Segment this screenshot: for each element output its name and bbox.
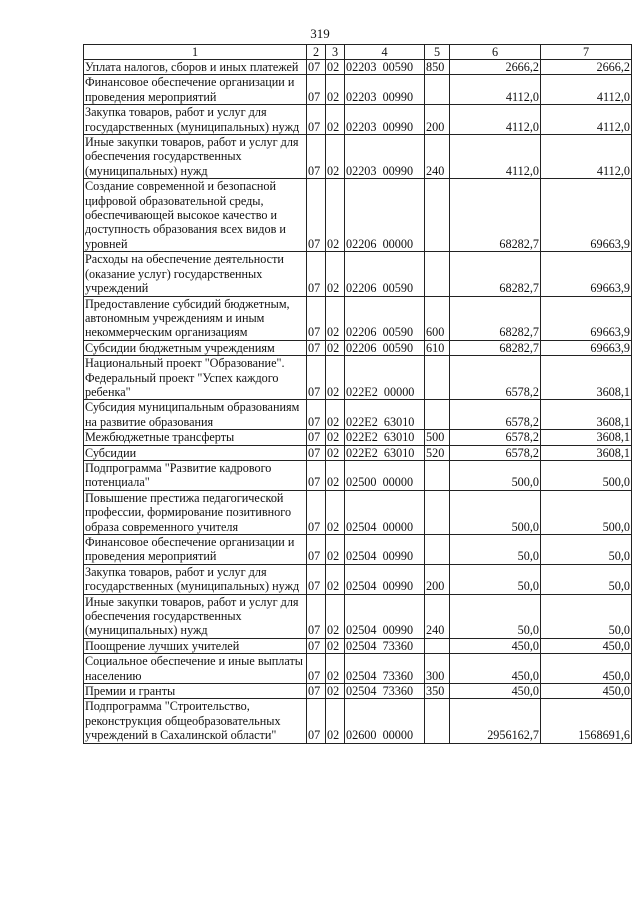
amount-year1-cell: 6578,2 bbox=[450, 430, 541, 445]
amount-year2-cell: 4112,0 bbox=[541, 105, 632, 135]
section-cell: 07 bbox=[307, 684, 326, 699]
section-cell: 07 bbox=[307, 445, 326, 460]
expense-type-cell bbox=[425, 179, 450, 252]
amount-year2-cell: 50,0 bbox=[541, 594, 632, 638]
subsection-cell: 02 bbox=[326, 296, 345, 340]
subsection-cell: 02 bbox=[326, 356, 345, 400]
target-article-cell: 02600 00000 bbox=[345, 699, 425, 743]
expense-type-cell: 200 bbox=[425, 564, 450, 594]
amount-year1-cell: 2666,2 bbox=[450, 60, 541, 75]
name-cell: Премии и гранты bbox=[84, 684, 307, 699]
target-article-cell: 02504 73360 bbox=[345, 654, 425, 684]
expense-type-cell bbox=[425, 490, 450, 534]
section-cell: 07 bbox=[307, 135, 326, 179]
expense-type-cell bbox=[425, 252, 450, 296]
table-row bbox=[84, 460, 632, 490]
target-article-cell: 02504 00000 bbox=[345, 490, 425, 534]
amount-year1-cell: 6578,2 bbox=[450, 400, 541, 430]
table-row bbox=[84, 340, 632, 355]
amount-year2-cell: 450,0 bbox=[541, 684, 632, 699]
name-cell: Закупка товаров, работ и услуг для государственных (муниципальных) нужд bbox=[84, 105, 307, 135]
table-row bbox=[84, 445, 632, 460]
expense-type-cell: 500 bbox=[425, 430, 450, 445]
expense-type-cell: 200 bbox=[425, 105, 450, 135]
name-cell: Поощрение лучших учителей bbox=[84, 638, 307, 653]
header-cell: 6 bbox=[450, 45, 541, 60]
name-cell: Повышение престижа педагогической профессии, формирование позитивного образа современного учителя bbox=[84, 490, 307, 534]
amount-year1-cell: 4112,0 bbox=[450, 105, 541, 135]
section-cell: 07 bbox=[307, 654, 326, 684]
section-cell: 07 bbox=[307, 535, 326, 565]
amount-year1-cell: 4112,0 bbox=[450, 75, 541, 105]
amount-year1-cell: 450,0 bbox=[450, 638, 541, 653]
section-cell: 07 bbox=[307, 564, 326, 594]
subsection-cell: 02 bbox=[326, 340, 345, 355]
name-cell: Финансовое обеспечение организации и проведения мероприятий bbox=[84, 535, 307, 565]
name-cell: Закупка товаров, работ и услуг для государственных (муниципальных) нужд bbox=[84, 564, 307, 594]
section-cell: 07 bbox=[307, 75, 326, 105]
page-number: 319 bbox=[310, 26, 330, 41]
section-cell: 07 bbox=[307, 252, 326, 296]
subsection-cell: 02 bbox=[326, 60, 345, 75]
target-article-cell: 02206 00590 bbox=[345, 252, 425, 296]
table-row bbox=[84, 654, 632, 684]
expense-type-cell bbox=[425, 535, 450, 565]
header-cell: 1 bbox=[84, 45, 307, 60]
subsection-cell: 02 bbox=[326, 135, 345, 179]
amount-year1-cell: 450,0 bbox=[450, 654, 541, 684]
target-article-cell: 02504 73360 bbox=[345, 684, 425, 699]
subsection-cell: 02 bbox=[326, 564, 345, 594]
table-row bbox=[84, 699, 632, 743]
name-cell: Предоставление субсидий бюджетным, автономным учреждениям и иным некоммерческим организациям bbox=[84, 296, 307, 340]
header-cell: 4 bbox=[345, 45, 425, 60]
table-row bbox=[84, 594, 632, 638]
table-row bbox=[84, 179, 632, 252]
expense-type-cell bbox=[425, 699, 450, 743]
subsection-cell: 02 bbox=[326, 638, 345, 653]
target-article-cell: 02203 00990 bbox=[345, 105, 425, 135]
subsection-cell: 02 bbox=[326, 654, 345, 684]
table-row bbox=[84, 105, 632, 135]
amount-year2-cell: 50,0 bbox=[541, 535, 632, 565]
expense-type-cell: 520 bbox=[425, 445, 450, 460]
subsection-cell: 02 bbox=[326, 400, 345, 430]
amount-year1-cell: 68282,7 bbox=[450, 296, 541, 340]
amount-year1-cell: 68282,7 bbox=[450, 252, 541, 296]
name-cell: Субсидия муниципальным образованиям на развитие образования bbox=[84, 400, 307, 430]
amount-year1-cell: 6578,2 bbox=[450, 356, 541, 400]
amount-year2-cell: 4112,0 bbox=[541, 75, 632, 105]
target-article-cell: 022E2 63010 bbox=[345, 445, 425, 460]
amount-year1-cell: 50,0 bbox=[450, 564, 541, 594]
subsection-cell: 02 bbox=[326, 445, 345, 460]
table-row bbox=[84, 60, 632, 75]
amount-year2-cell: 450,0 bbox=[541, 638, 632, 653]
section-cell: 07 bbox=[307, 340, 326, 355]
name-cell: Социальное обеспечение и иные выплаты населению bbox=[84, 654, 307, 684]
table-row bbox=[84, 490, 632, 534]
amount-year1-cell: 500,0 bbox=[450, 460, 541, 490]
subsection-cell: 02 bbox=[326, 699, 345, 743]
subsection-cell: 02 bbox=[326, 75, 345, 105]
expense-type-cell: 600 bbox=[425, 296, 450, 340]
name-cell: Субсидии бюджетным учреждениям bbox=[84, 340, 307, 355]
subsection-cell: 02 bbox=[326, 105, 345, 135]
table-row bbox=[84, 684, 632, 699]
target-article-cell: 02206 00590 bbox=[345, 340, 425, 355]
budget-table bbox=[83, 44, 632, 744]
amount-year2-cell: 3608,1 bbox=[541, 356, 632, 400]
amount-year1-cell: 500,0 bbox=[450, 490, 541, 534]
amount-year2-cell: 50,0 bbox=[541, 564, 632, 594]
table-row bbox=[84, 430, 632, 445]
name-cell: Создание современной и безопасной цифровой образовательной среды, обеспечивающей высокое качество и доступность образования всех видов и уровней bbox=[84, 179, 307, 252]
target-article-cell: 02203 00590 bbox=[345, 60, 425, 75]
name-cell: Расходы на обеспечение деятельности (оказание услуг) государственных учреждений bbox=[84, 252, 307, 296]
amount-year2-cell: 500,0 bbox=[541, 490, 632, 534]
target-article-cell: 02504 00990 bbox=[345, 564, 425, 594]
table-row bbox=[84, 135, 632, 179]
amount-year2-cell: 3608,1 bbox=[541, 400, 632, 430]
section-cell: 07 bbox=[307, 105, 326, 135]
target-article-cell: 02504 00990 bbox=[345, 535, 425, 565]
expense-type-cell: 240 bbox=[425, 135, 450, 179]
target-article-cell: 022E2 63010 bbox=[345, 430, 425, 445]
section-cell: 07 bbox=[307, 594, 326, 638]
target-article-cell: 022E2 63010 bbox=[345, 400, 425, 430]
subsection-cell: 02 bbox=[326, 430, 345, 445]
expense-type-cell bbox=[425, 75, 450, 105]
section-cell: 07 bbox=[307, 699, 326, 743]
table-header-row bbox=[84, 45, 632, 60]
subsection-cell: 02 bbox=[326, 535, 345, 565]
amount-year1-cell: 68282,7 bbox=[450, 179, 541, 252]
name-cell: Межбюджетные трансферты bbox=[84, 430, 307, 445]
amount-year2-cell: 69663,9 bbox=[541, 340, 632, 355]
expense-type-cell bbox=[425, 400, 450, 430]
table-row bbox=[84, 296, 632, 340]
target-article-cell: 02504 73360 bbox=[345, 638, 425, 653]
amount-year2-cell: 500,0 bbox=[541, 460, 632, 490]
name-cell: Субсидии bbox=[84, 445, 307, 460]
amount-year1-cell: 6578,2 bbox=[450, 445, 541, 460]
table-row bbox=[84, 252, 632, 296]
subsection-cell: 02 bbox=[326, 252, 345, 296]
table-row bbox=[84, 356, 632, 400]
name-cell: Национальный проект "Образование". Федеральный проект "Успех каждого ребенка" bbox=[84, 356, 307, 400]
expense-type-cell: 350 bbox=[425, 684, 450, 699]
table-row bbox=[84, 535, 632, 565]
table-row bbox=[84, 638, 632, 653]
expense-type-cell: 610 bbox=[425, 340, 450, 355]
expense-type-cell bbox=[425, 460, 450, 490]
header-cell: 3 bbox=[326, 45, 345, 60]
amount-year1-cell: 50,0 bbox=[450, 594, 541, 638]
target-article-cell: 022E2 00000 bbox=[345, 356, 425, 400]
amount-year2-cell: 69663,9 bbox=[541, 252, 632, 296]
expense-type-cell: 850 bbox=[425, 60, 450, 75]
subsection-cell: 02 bbox=[326, 594, 345, 638]
amount-year2-cell: 450,0 bbox=[541, 654, 632, 684]
amount-year2-cell: 69663,9 bbox=[541, 296, 632, 340]
table-row bbox=[84, 75, 632, 105]
amount-year1-cell: 4112,0 bbox=[450, 135, 541, 179]
target-article-cell: 02203 00990 bbox=[345, 135, 425, 179]
subsection-cell: 02 bbox=[326, 684, 345, 699]
expense-type-cell bbox=[425, 356, 450, 400]
amount-year1-cell: 50,0 bbox=[450, 535, 541, 565]
section-cell: 07 bbox=[307, 356, 326, 400]
header-cell: 7 bbox=[541, 45, 632, 60]
name-cell: Подпрограмма "Развитие кадрового потенциала" bbox=[84, 460, 307, 490]
amount-year2-cell: 4112,0 bbox=[541, 135, 632, 179]
table-row bbox=[84, 400, 632, 430]
expense-type-cell bbox=[425, 638, 450, 653]
amount-year2-cell: 1568691,6 bbox=[541, 699, 632, 743]
subsection-cell: 02 bbox=[326, 490, 345, 534]
amount-year1-cell: 450,0 bbox=[450, 684, 541, 699]
subsection-cell: 02 bbox=[326, 179, 345, 252]
header-cell: 2 bbox=[307, 45, 326, 60]
amount-year1-cell: 68282,7 bbox=[450, 340, 541, 355]
section-cell: 07 bbox=[307, 460, 326, 490]
name-cell: Иные закупки товаров, работ и услуг для обеспечения государственных (муниципальных) нужд bbox=[84, 594, 307, 638]
name-cell: Иные закупки товаров, работ и услуг для обеспечения государственных (муниципальных) нужд bbox=[84, 135, 307, 179]
amount-year2-cell: 3608,1 bbox=[541, 430, 632, 445]
target-article-cell: 02206 00590 bbox=[345, 296, 425, 340]
section-cell: 07 bbox=[307, 179, 326, 252]
subsection-cell: 02 bbox=[326, 460, 345, 490]
expense-type-cell: 240 bbox=[425, 594, 450, 638]
name-cell: Уплата налогов, сборов и иных платежей bbox=[84, 60, 307, 75]
amount-year2-cell: 2666,2 bbox=[541, 60, 632, 75]
section-cell: 07 bbox=[307, 400, 326, 430]
section-cell: 07 bbox=[307, 296, 326, 340]
amount-year2-cell: 3608,1 bbox=[541, 445, 632, 460]
target-article-cell: 02206 00000 bbox=[345, 179, 425, 252]
amount-year2-cell: 69663,9 bbox=[541, 179, 632, 252]
amount-year1-cell: 2956162,7 bbox=[450, 699, 541, 743]
table-row bbox=[84, 564, 632, 594]
name-cell: Финансовое обеспечение организации и проведения мероприятий bbox=[84, 75, 307, 105]
section-cell: 07 bbox=[307, 430, 326, 445]
header-cell: 5 bbox=[425, 45, 450, 60]
section-cell: 07 bbox=[307, 60, 326, 75]
section-cell: 07 bbox=[307, 490, 326, 534]
expense-type-cell: 300 bbox=[425, 654, 450, 684]
section-cell: 07 bbox=[307, 638, 326, 653]
name-cell: Подпрограмма "Строительство, реконструкция общеобразовательных учреждений в Сахалинской области" bbox=[84, 699, 307, 743]
target-article-cell: 02500 00000 bbox=[345, 460, 425, 490]
target-article-cell: 02504 00990 bbox=[345, 594, 425, 638]
target-article-cell: 02203 00990 bbox=[345, 75, 425, 105]
